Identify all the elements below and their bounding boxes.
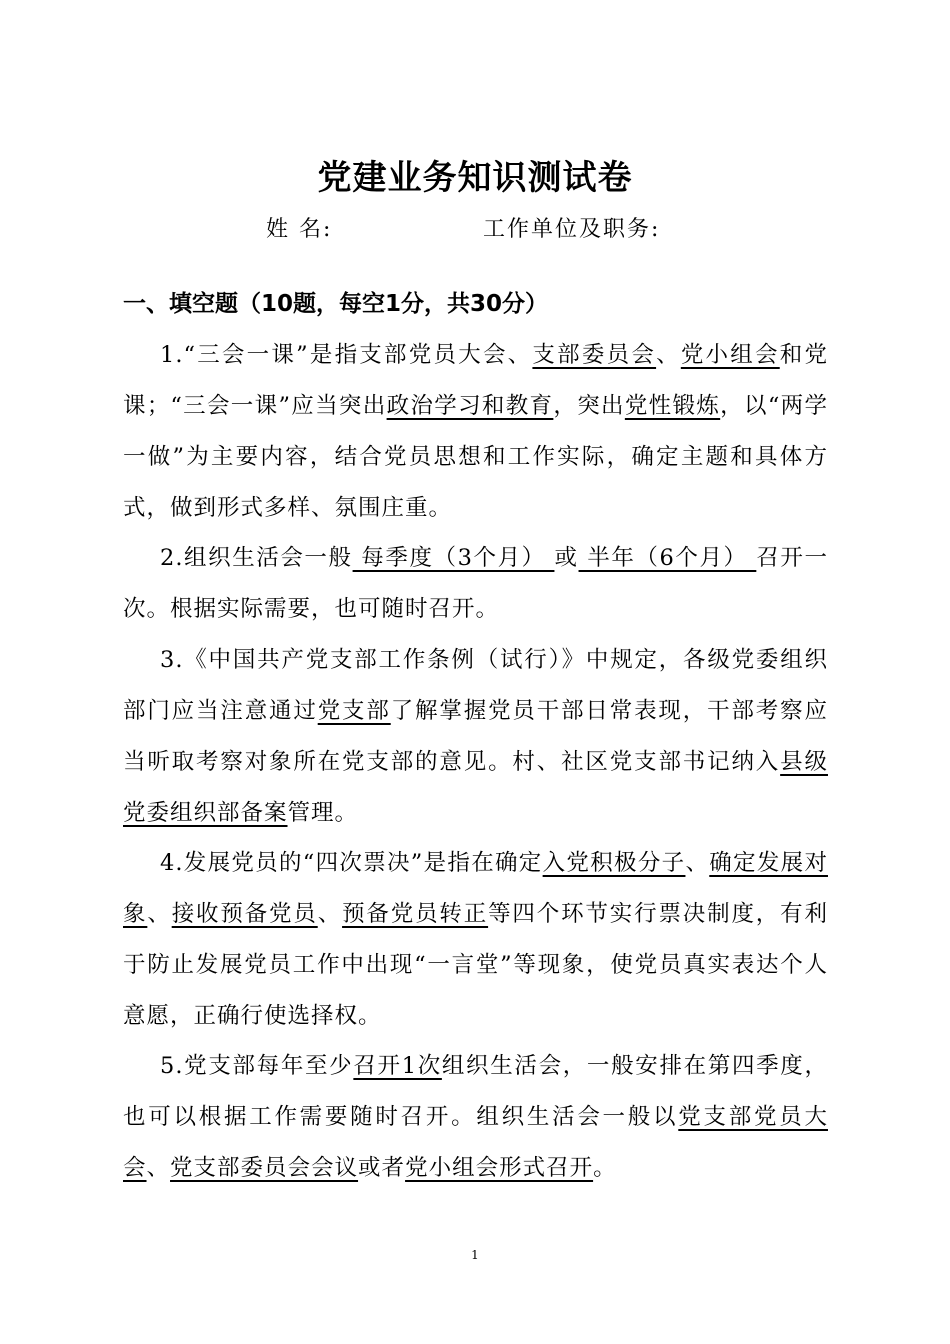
question-text: 等四个环节实行票决制度，有利于防止发展党员工作中出现“一言堂”等现象，使党员真实表达个人意愿，正确行使选择权。	[123, 901, 828, 1029]
question-text: 3.《中国共产党支部工作条例（试行）》中规定，各级党委组织部门应当注意通过	[123, 647, 828, 724]
question-text: 、	[146, 1155, 171, 1181]
question-text: ，以“两学一做”为主要内容，结合党员思想和工作实际，确定主题和具体方式，做到形式多样、氛围庄重。	[123, 393, 828, 521]
question-text: 、	[317, 901, 343, 927]
question-text: 、	[147, 901, 172, 927]
question-text: 。	[593, 1155, 617, 1181]
answer-blank: 党支部	[317, 698, 391, 724]
question-text: 了解掌握党员干部日常表现，干部考察应当听取考察对象所在党支部的意见。村、社区党支部书记纳入	[123, 698, 828, 775]
question-text: 4.发展党员的“四次票决”是指在确定	[160, 850, 543, 876]
question-text: 、	[685, 850, 710, 876]
answer-blank: 每季度（3个月）	[352, 545, 555, 571]
question-2	[123, 533, 828, 635]
answer-blank: 党小组会	[680, 342, 780, 368]
question-text: 、	[656, 342, 681, 368]
answer-blank: 党小组会形式召开	[405, 1155, 594, 1181]
answer-blank: 确定发展对象	[123, 850, 828, 927]
section-heading: 一、填空题（10题，每空1分，共30分）	[123, 291, 549, 317]
question-text: 管理。	[287, 800, 359, 826]
question-text: 组织生活会，一般安排在第四季度，也可以根据工作需要随时召开。组织生活会一般以	[123, 1053, 828, 1130]
answer-blank: 接收预备党员	[171, 901, 318, 927]
question-1	[123, 330, 828, 534]
answer-blank: 入党积极分子	[542, 850, 686, 876]
work-unit-field-label: 工作单位及职务:	[483, 217, 661, 242]
question-text: 5.党支部每年至少	[160, 1053, 354, 1079]
question-3	[123, 635, 828, 839]
question-text: 或	[554, 545, 579, 571]
question-4	[123, 838, 828, 1042]
page-number: 1	[471, 1248, 479, 1262]
question-text: 1.“三会一课”是指支部党员大会、	[160, 342, 533, 368]
question-text: 或者	[358, 1155, 406, 1181]
answer-blank: 政治学习和教育	[386, 393, 554, 419]
answer-blank: 半年（6个月）	[578, 545, 757, 571]
question-text: 召开一次。根据实际需要，也可随时召开。	[123, 545, 828, 622]
question-text: 2.组织生活会一般	[160, 545, 353, 571]
question-text: 和党课；“三会一课”应当突出	[123, 342, 828, 419]
document-title: 党建业务知识测试卷	[317, 158, 633, 198]
answer-blank: 召开1次	[353, 1053, 442, 1079]
question-5	[123, 1041, 828, 1194]
answer-blank: 党性锻炼	[624, 393, 721, 419]
question-text: ，突出	[553, 393, 625, 419]
answer-blank: 党支部党员大会	[123, 1104, 828, 1181]
answer-blank: 县级党委组织部备案	[123, 749, 828, 826]
answer-blank: 预备党员转正	[342, 901, 489, 927]
answer-blank: 党支部委员会会议	[170, 1155, 359, 1181]
name-field-label: 姓 名:	[266, 217, 333, 242]
answer-blank: 支部委员会	[532, 342, 657, 368]
